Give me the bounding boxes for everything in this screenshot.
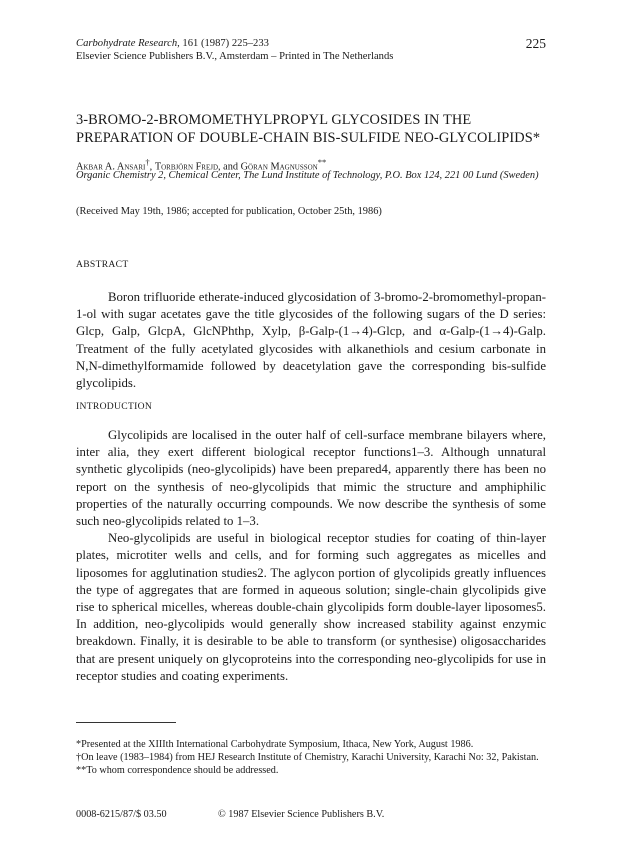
received-dates: (Received May 19th, 1986; accepted for publication, October 25th, 1986) [76,206,382,217]
intro-paragraph-2: Neo-glycolipids are useful in biological receptor studies for coating of thin-layer plates, microtiter wells and cells, and for forming such aggregates as micelles and liposomes for agglutination studies2. The aglycon portion of glycolipids greatly influences the type of aggregates that are formed in aqueous solution; single-chain glycolipids give rise to spherical micelles, whereas double-chain glycolipids form double-layer liposomes5. In addition, neo-glycolipids would generally show increased stability against enzymic breakdown. Finally, it is desirable to be able to transform (or synthesise) oligosaccharides that are present uniquely on glycoproteins into the corresponding neo-glycolipids for use in receptor studies and coating experiments. [76,531,546,683]
volume-pages: 161 (1987) 225–233 [179,38,269,49]
footnote-rule [76,722,176,723]
journal-citation [76,37,546,50]
publisher-line: Elsevier Science Publishers B.V., Amsterdam – Printed in The Netherlands [76,51,394,62]
abstract-body [76,289,546,392]
author-mark-double-star: ** [317,157,327,167]
copyright-notice: © 1987 Elsevier Science Publishers B.V. [218,809,385,820]
abstract-heading: ABSTRACT [76,259,129,270]
introduction-heading: INTRODUCTION [76,401,153,412]
page-number: 225 [525,36,546,51]
running-header [76,37,546,63]
affiliation: Organic Chemistry 2, Chemical Center, The Lund Institute of Technology, P.O. Box 124, 221 00 Lund (Sweden) [76,170,539,181]
paper-title: 3-BROMO-2-BROMOMETHYLPROPYL GLYCOSIDES IN THE PREPARATION OF DOUBLE-CHAIN BIS-SULFIDE NEO-GLYCOLIPIDS* [76,112,541,146]
journal-name: Carbohydrate Research, [76,38,180,49]
author-frejd: Torbjörn Frejd [154,161,219,173]
abstract-paragraph: Boron trifluoride etherate-induced glycosidation of 3-bromo-2-bromomethyl-propan-1-ol with sugar acetates gave the title glycosides of the following sugars of the D series: Glcp, Galp, GlcpA, GlcNPhthp, Xylp, β-Galp-(1→4)-Glcp, and α-Galp-(1→4)-Galp. Treatment of the fully acetylated glycosides with alkanethiols and cesium carbonate in N,N-dimethylformamide followed by deacetylation gave the corresponding bis-sulfide glycolipids. [76,290,546,391]
author-ansari: Akbar A. Ansari [76,161,146,173]
intro-paragraph-1: Glycolipids are localised in the outer half of cell-surface membrane bilayers where, inter alia, they exert different biological receptor functions1–3. Although unnatural synthetic glycolipids (neo-glycolipids) have been prepared4, apparently there has been no report on the synthesis of neo-glycolipids that mimic the structure and amphiphilic properties of the naturally occurring compounds. We now describe the synthesis of some such neo-glycolipids related to 1–3. [76,428,546,529]
author-sep: , and [218,161,241,173]
footnote-presented: *Presented at the XIIIth International Carbohydrate Symposium, Ithaca, New York, August 1986. [76,739,474,750]
issn-code: 0008-6215/87/$ 03.50 [76,809,167,820]
author-magnusson: Göran Magnusson [240,161,318,173]
footnotes [76,738,546,777]
introduction-body [76,427,546,685]
author-sep: , [149,161,155,173]
author-mark-dagger: † [145,157,150,167]
page-footer [76,808,546,821]
footnote-correspondence: **To whom correspondence should be addressed. [76,765,279,776]
footnote-on-leave: †On leave (1983–1984) from HEJ Research Institute of Chemistry, Karachi University, Karachi No: 32, Pakistan. [76,752,539,763]
